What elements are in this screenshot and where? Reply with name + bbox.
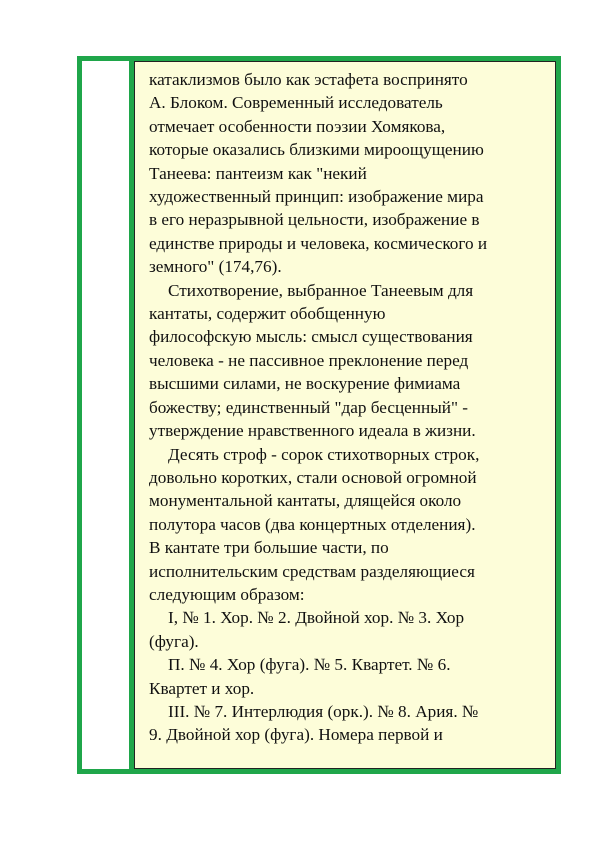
text-line: в его неразрывной цельности, изображение в [149, 210, 480, 230]
text-line: А. Блоком. Современный исследователь [149, 93, 443, 113]
text-line: Десять строф - сорок стихотворных строк, [168, 444, 480, 464]
page-frame [77, 56, 561, 774]
text-line: В кантате три большие части, по [149, 538, 389, 558]
text-line: Танеева: пантеизм как "некий [149, 163, 367, 183]
text-line: утверждение нравственного идеала в жизни. [149, 421, 476, 441]
text-line: Квартет и хор. [149, 678, 255, 698]
text-line: монументальной кантаты, длящейся около [149, 491, 462, 511]
text-line: земного" (174,76). [149, 257, 282, 277]
text-line: полутора часов (два концертных отделения). [149, 514, 476, 534]
paragraph-6 [149, 700, 547, 747]
text-line: П. № 4. Хор (фуга). № 5. Квартет. № 6. [168, 655, 451, 675]
text-line: довольно коротких, стали основой огромной [149, 467, 477, 487]
text-line: (фуга). [149, 631, 199, 651]
paragraph-1 [149, 68, 547, 279]
text-line: человека - не пассивное преклонение перед [149, 350, 469, 370]
text-line: которые оказались близкими мироощущению [149, 140, 484, 160]
text-line: высшими силами, не воскурение фимиама [149, 374, 461, 394]
text-line: философскую мысль: смысл существования [149, 327, 473, 347]
text-line: Стихотворение, выбранное Танеевым для [168, 280, 474, 300]
text-line: божеству; единственный "дар бесценный" - [149, 397, 468, 417]
text-line: III. № 7. Интерлюдия (орк.). № 8. Ария. № [168, 701, 479, 721]
margin-column [82, 61, 134, 769]
text-column [134, 61, 556, 769]
text-line: исполнительским средствам разделяющиеся [149, 561, 475, 581]
text-line: художественный принцип: изображение мира [149, 187, 484, 207]
paragraph-4 [149, 606, 547, 653]
text-line: следующим образом: [149, 584, 305, 604]
paragraph-2 [149, 279, 547, 443]
text-line: 9. Двойной хор (фуга). Номера первой и [149, 725, 443, 745]
text-line: отмечает особенности поэзии Хомякова, [149, 116, 446, 136]
text-line: I, № 1. Хор. № 2. Двойной хор. № 3. Хор [168, 608, 465, 628]
paragraph-3 [149, 443, 547, 607]
text-line: единстве природы и человека, космического и [149, 233, 488, 253]
text-line: кантаты, содержит обобщенную [149, 304, 386, 324]
paragraph-5 [149, 653, 547, 700]
text-line: катаклизмов было как эстафета воспринято [149, 70, 468, 89]
